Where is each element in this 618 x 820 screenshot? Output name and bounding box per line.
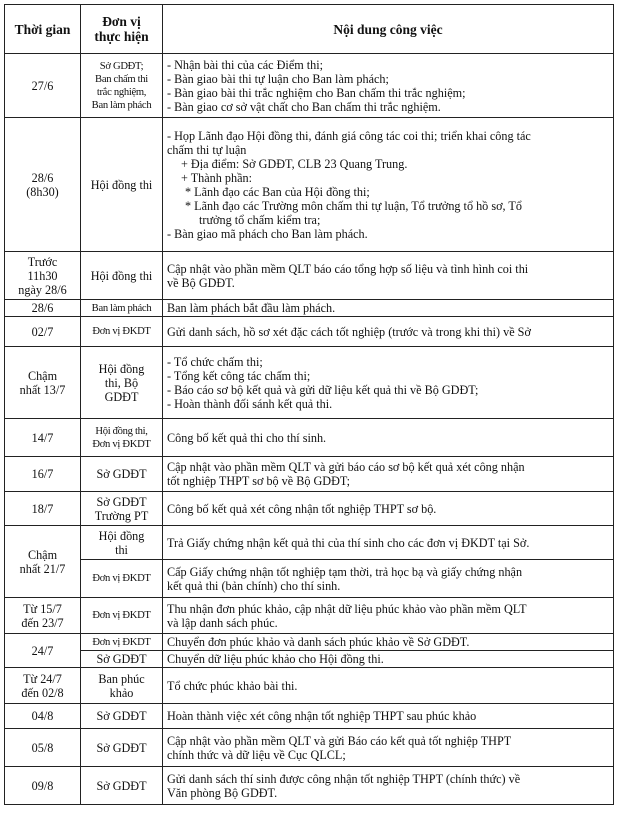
unit-cell: Sở GDĐT (81, 651, 163, 668)
time-cell: 28/6 (8h30) (5, 118, 81, 252)
content-cell: Chuyển dữ liệu phúc khảo cho Hội đồng thi. (163, 651, 614, 668)
unit-cell: Sở GDĐT; Ban chấm thi trắc nghiệm, Ban làm phách (81, 54, 163, 118)
content-cell: Thu nhận đơn phúc khảo, cập nhật dữ liệu phúc khảo vào phần mềm QLT và lập danh sách phúc. (163, 598, 614, 634)
content-cell: Tổ chức phúc khảo bài thi. (163, 668, 614, 704)
header-unit: Đơn vị thực hiện (81, 5, 163, 54)
header-time: Thời gian (5, 5, 81, 54)
unit-cell: Hội đồng thi, Bộ GDĐT (81, 347, 163, 419)
table-row (5, 419, 614, 457)
unit-cell: Đơn vị ĐKDT (81, 317, 163, 347)
table-row (5, 729, 614, 767)
unit-cell: Hội đồng thi, Đơn vị ĐKDT (81, 419, 163, 457)
table-row (5, 54, 614, 118)
unit-cell: Ban phúc khảo (81, 668, 163, 704)
content-cell: Công bố kết quả thi cho thí sinh. (163, 419, 614, 457)
unit-cell: Đơn vị ĐKDT (81, 598, 163, 634)
table-row (5, 704, 614, 729)
table-row (5, 347, 614, 419)
content-cell: - Tổ chức chấm thi; - Tổng kết công tác chấm thi; - Báo cáo sơ bộ kết quả và gửi dữ liệu kết quả thi về Bộ GDĐT; - Hoàn thành đối sánh kết quả thi. (163, 347, 614, 419)
table-row (5, 651, 614, 668)
table-row (5, 252, 614, 300)
time-cell: 14/7 (5, 419, 81, 457)
table-row (5, 668, 614, 704)
unit-cell: Hội đồng thi (81, 526, 163, 560)
content-cell: Gửi danh sách, hồ sơ xét đặc cách tốt nghiệp (trước và trong khi thi) về Sở (163, 317, 614, 347)
unit-cell: Đơn vị ĐKDT (81, 634, 163, 651)
unit-cell: Sở GDĐT Trường PT (81, 492, 163, 526)
time-cell: Từ 24/7 đến 02/8 (5, 668, 81, 704)
table-row (5, 526, 614, 560)
unit-cell: Sở GDĐT (81, 729, 163, 767)
table-row (5, 560, 614, 598)
content-cell: Ban làm phách bắt đầu làm phách. (163, 300, 614, 317)
schedule-table (4, 4, 614, 805)
time-cell: 16/7 (5, 457, 81, 492)
content-cell: Công bố kết quả xét công nhận tốt nghiệp THPT sơ bộ. (163, 492, 614, 526)
unit-cell: Ban làm phách (81, 300, 163, 317)
unit-cell: Sở GDĐT (81, 704, 163, 729)
content-cell: Hoàn thành việc xét công nhận tốt nghiệp THPT sau phúc khảo (163, 704, 614, 729)
time-cell: 18/7 (5, 492, 81, 526)
time-cell: Trước 11h30 ngày 28/6 (5, 252, 81, 300)
table-row (5, 300, 614, 317)
time-cell: Chậm nhất 13/7 (5, 347, 81, 419)
content-cell: Cập nhật vào phần mềm QLT và gửi báo cáo sơ bộ kết quả xét công nhận tốt nghiệp THPT sơ bộ về Bộ GDĐT; (163, 457, 614, 492)
table-row (5, 598, 614, 634)
unit-cell: Sở GDĐT (81, 767, 163, 805)
unit-cell: Sở GDĐT (81, 457, 163, 492)
time-cell: 28/6 (5, 300, 81, 317)
content-cell: Trả Giấy chứng nhận kết quả thi của thí sinh cho các đơn vị ĐKDT tại Sở. (163, 526, 614, 560)
time-cell: 09/8 (5, 767, 81, 805)
table-row (5, 492, 614, 526)
time-cell: Chậm nhất 21/7 (5, 526, 81, 598)
table-row (5, 118, 614, 252)
time-cell: 04/8 (5, 704, 81, 729)
table-row (5, 634, 614, 651)
content-cell: - Họp Lãnh đạo Hội đồng thi, đánh giá công tác coi thi; triển khai công tác chấm thi tự luận + Địa điểm: Sở GDĐT, CLB 23 Quang Trung. + Thành phần: * Lãnh đạo các Ban của Hội đồng thi; * Lãnh đạo các Trường môn chấm thi tự luận, Tổ trưởng tổ hồ sơ, Tổ trưởng tổ chấm kiểm tra; - Bàn giao mã phách cho Ban làm phách. (163, 118, 614, 252)
content-cell: Cập nhật vào phần mềm QLT và gửi Báo cáo kết quả tốt nghiệp THPT chính thức và dữ liệu về Cục QLCL; (163, 729, 614, 767)
time-cell: 05/8 (5, 729, 81, 767)
table-row (5, 457, 614, 492)
content-cell: Chuyển đơn phúc khảo và danh sách phúc khảo về Sở GDĐT. (163, 634, 614, 651)
unit-cell: Hội đồng thi (81, 252, 163, 300)
unit-cell: Đơn vị ĐKDT (81, 560, 163, 598)
content-cell: Cấp Giấy chứng nhận tốt nghiệp tạm thời, trả học bạ và giấy chứng nhận kết quả thi (bản chính) cho thí sinh. (163, 560, 614, 598)
content-cell: Gửi danh sách thí sinh được công nhận tốt nghiệp THPT (chính thức) về Văn phòng Bộ GDĐT. (163, 767, 614, 805)
header-row (5, 5, 614, 54)
unit-cell: Hội đồng thi (81, 118, 163, 252)
header-content: Nội dung công việc (163, 5, 614, 54)
table-row (5, 317, 614, 347)
time-cell: 02/7 (5, 317, 81, 347)
content-cell: Cập nhật vào phần mềm QLT báo cáo tổng hợp số liệu và tình hình coi thi về Bộ GDĐT. (163, 252, 614, 300)
content-cell: - Nhận bài thi của các Điểm thi; - Bàn giao bài thi tự luận cho Ban làm phách; - Bàn giao bài thi trắc nghiệm cho Ban chấm thi trắc nghiệm; - Bàn giao cơ sở vật chất cho Ban chấm thi trắc nghiệm. (163, 54, 614, 118)
time-cell: 24/7 (5, 634, 81, 668)
time-cell: 27/6 (5, 54, 81, 118)
table-row (5, 767, 614, 805)
time-cell: Từ 15/7 đến 23/7 (5, 598, 81, 634)
